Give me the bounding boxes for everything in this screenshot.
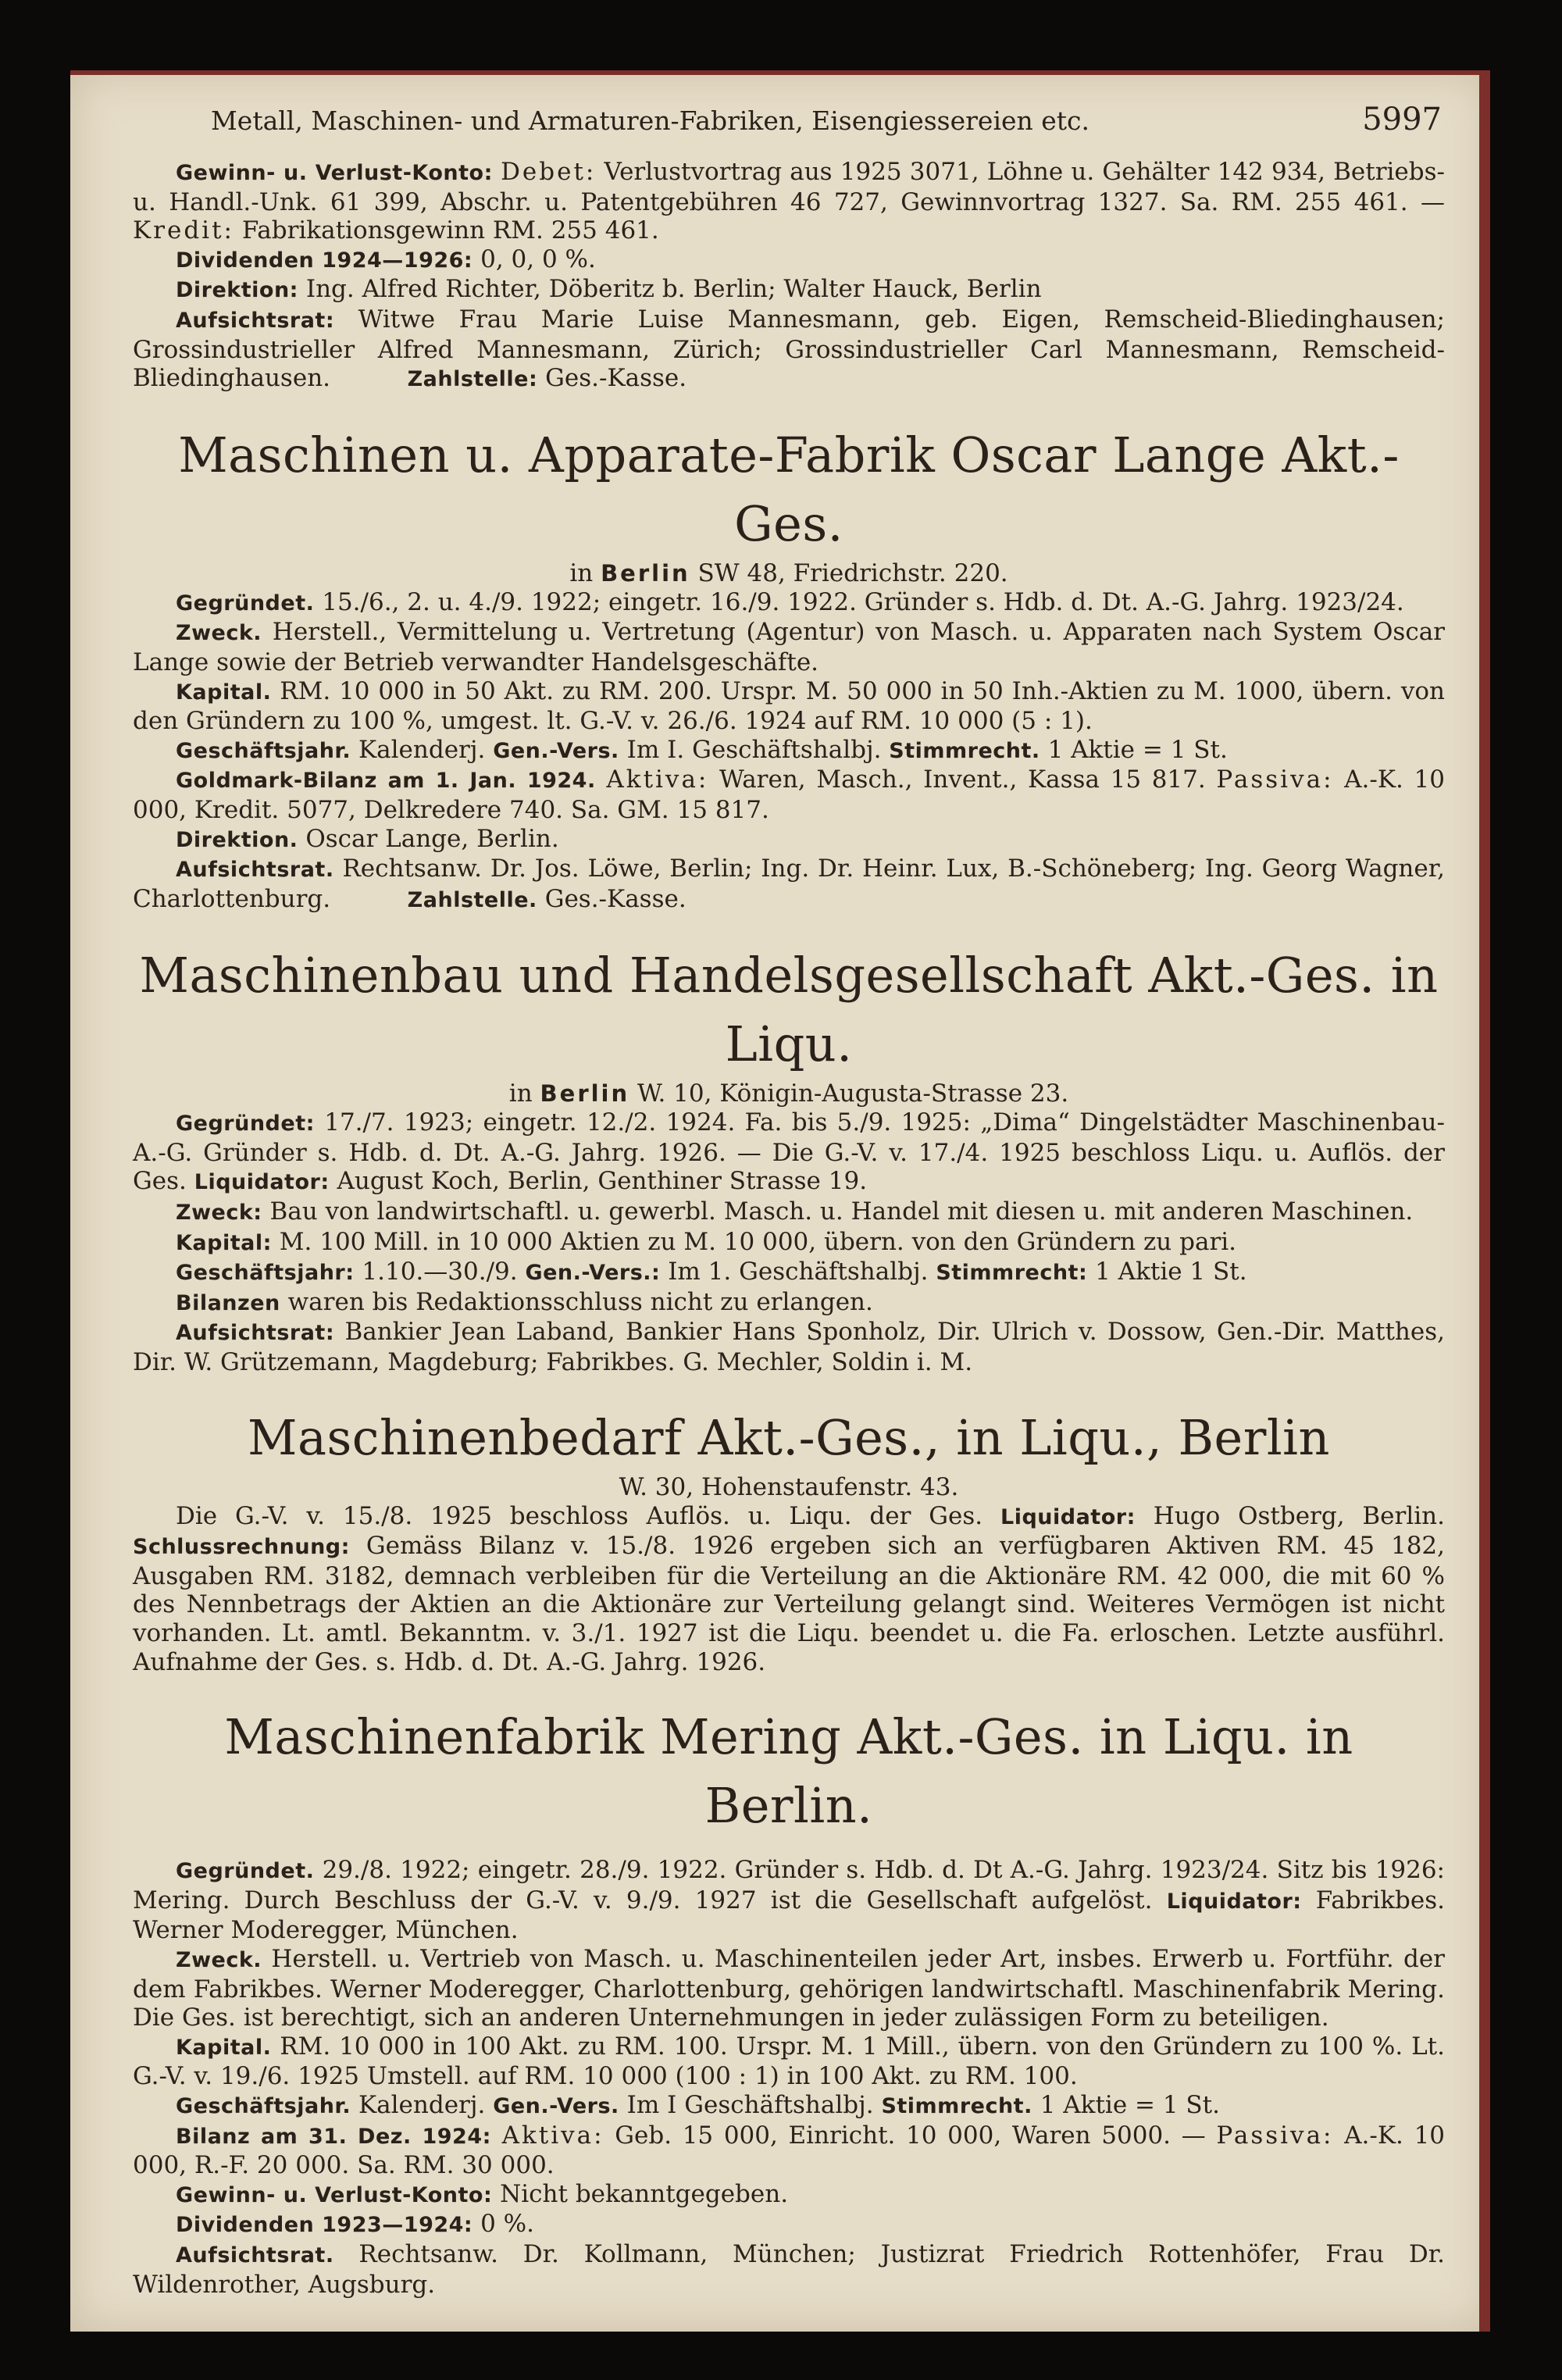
dividends-paragraph: Dividenden 1923—1924: 0 %. [176, 2210, 534, 2239]
supervisory-board-label: Aufsichtsrat: [176, 308, 335, 333]
supervisory-board-paragraph: Aufsichtsrat: Bankier Jean Laband, Bankier Hans Sponholz, Dir. Ulrich v. Dossow, Gen.-Dir. Matthes, Dir. W. Grützemann, Magdeburg; Fabrikbes. G. Mechler, Soldin i. M. [133, 1318, 1446, 1377]
company-title-bedarf: Maschinenbedarf Akt.-Ges., in Liqu., Berlin [248, 1408, 1330, 1466]
direction-paragraph: Direktion. Oscar Lange, Berlin. [176, 824, 559, 853]
debit-text: Verlustvortrag aus 1925 3071, Löhne u. Gehälter 142 934, Betriebs- u. Handl.-Unk. 61 399, Abschr. u. Patentgebühren 46 727, Gewinnvortrag 1327. Sa. RM. 255 461. — [133, 158, 1446, 216]
fiscal-year-paragraph: Geschäftsjahr. Kalenderj. Gen.-Vers. Im I. Geschäftshalbj. Stimmrecht. 1 Aktie = 1 St. [176, 735, 1228, 764]
purpose-paragraph: Zweck: Bau von landwirtschaftl. u. gewerbl. Masch. u. Handel mit diesen u. mit anderen Maschinen. [176, 1197, 1414, 1226]
liquidation-paragraph: Die G.-V. v. 15./8. 1925 beschloss Auflös. u. Liqu. der Ges. Liquidator: Hugo Ostberg, Berlin. Schlussrechnung: Gemäss Bilanz v. 15./8. 1926 ergeben sich an verfügbaren Aktiven RM. 45 182, Ausgaben RM. 3182, demnach verbleiben für die Verteilung an die Aktionäre RM. 42 000, die mit 60 % des Nennbetrags der Aktien an die Aktionäre zur Verteilung gelangt sind. Weiteres Vermögen ist nicht vorhanden. Lt. amtl. Bekanntm. v. 3./1. 1927 ist die Liqu. beendet u. die Fa. erloschen. Letzte ausführl. Aufnahme der Ges. s. Hdb. d. Dt. A.-G. Jahrg. 1926. [133, 1501, 1445, 1676]
direction-text: Ing. Alfred Richter, Döberitz b. Berlin; Walter Hauck, Berlin [305, 275, 1042, 304]
company-title-handels: Maschinenbau und Handelsgesellschaft Akt.-Ges. in Liqu. [139, 947, 1439, 1073]
founded-paragraph: Gegründet. 29./8. 1922; eingetr. 28./9. 1922. Gründer s. Hdb. d. Dt A.-G. Jahrg. 1923/24. Sitz bis 1926: Mering. Durch Beschluss der G.-V. v. 9./9. 1927 ist die Gesellschaft aufgelöst. Liquidator: Fabrikbes. Werner Moderegger, München. [133, 1856, 1445, 1945]
supervisory-board-paragraph [133, 305, 1445, 394]
company-location-bedarf: W. 30, Hohenstaufenstr. 43. [619, 1472, 959, 1501]
credit-text: Fabrikationsgewinn RM. 255 461. [241, 216, 659, 245]
dividends-paragraph [133, 245, 1445, 276]
running-header [133, 102, 1445, 145]
profit-loss-label: Gewinn- u. Verlust-Konto: [176, 161, 493, 185]
founded-paragraph: Gegründet: 17./7. 1923; eingetr. 12./2. 1924. Fa. bis 5./9. 1925: „Dima“ Dingelstädter Maschinenbau-A.-G. Gründer s. Hdb. d. Dt. A.-G. Jahrg. 1926. — Die G.-V. v. 17./4. 1925 beschloss Liqu. u. Auflös. der Ges. Liquidator: August Koch, Berlin, Genthiner Strasse 19. [133, 1108, 1445, 1196]
profit-loss-paragraph: Gewinn- u. Verlust-Konto: Nicht bekanntgegeben. [176, 2179, 789, 2208]
paying-agent-text: Ges.-Kasse. [545, 364, 687, 393]
dividends-text: 0, 0, 0 %. [480, 244, 596, 273]
balances-paragraph: Bilanzen waren bis Redaktionsschluss nicht zu erlangen. [176, 1287, 873, 1316]
page-content [133, 102, 1445, 2299]
fiscal-year-paragraph: Geschäftsjahr. Kalenderj. Gen.-Vers. Im I Geschäftshalbj. Stimmrecht. 1 Aktie = 1 St. [176, 2090, 1220, 2119]
company-title-mering: Maschinenfabrik Mering Akt.-Ges. in Liqu. in Berlin. [224, 1708, 1353, 1835]
direction-paragraph [133, 275, 1445, 305]
supervisory-board-paragraph: Aufsichtsrat. Rechtsanw. Dr. Kollmann, München; Justizrat Friedrich Rottenhöfer, Frau Dr. Wildenrother, Augsburg. [133, 2239, 1445, 2299]
city-label: Berlin [601, 559, 690, 587]
capital-paragraph: Kapital: M. 100 Mill. in 10 000 Aktien zu M. 10 000, übern. von den Gründern zu pari. [176, 1227, 1237, 1256]
supervisory-board-text: Witwe Frau Marie Luise Mannesmann, geb. Eigen, Remscheid-Bliedinghausen; Grossindustrieller Alfred Mannesmann, Zürich; Grossindustrieller Carl Mannesmann, Remscheid-Bliedinghausen. [133, 305, 1445, 393]
direction-label: Direktion: [176, 278, 298, 303]
paying-agent-label: Zahlstelle: [407, 367, 538, 392]
scanned-page [70, 70, 1490, 2332]
running-title: Metall, Maschinen- und Armaturen-Fabriken, Eisengiessereien etc. [211, 105, 1090, 136]
founded-paragraph: Gegründet. 15./6., 2. u. 4./9. 1922; eingetr. 16./9. 1922. Gründer s. Hdb. d. Dt. A.-G. Jahrg. 1923/24. [176, 587, 1404, 616]
company-location-handels: in Berlin W. 10, Königin-Augusta-Strasse 23. [508, 1079, 1069, 1108]
balance-paragraph: Goldmark-Bilanz am 1. Jan. 1924. Aktiva: Waren, Masch., Invent., Kassa 15 817. Passiva: A.-K. 10 000, Kredit. 5077, Delkredere 740. Sa. GM. 15 817. [133, 765, 1446, 824]
fiscal-year-paragraph: Geschäftsjahr: 1.10.—30./9. Gen.-Vers.: Im 1. Geschäftshalbj. Stimmrecht: 1 Aktie 1 St. [176, 1258, 1247, 1286]
supervisory-board-paragraph: Aufsichtsrat. Rechtsanw. Dr. Jos. Löwe, Berlin; Ing. Dr. Heinr. Lux, B.-Schöneberg; Ing. Georg Wagner, Charlottenburg. Zahlstelle. Ges.-Kasse. [133, 855, 1445, 913]
page-edge-top [70, 70, 1490, 75]
book-binding-edge [1479, 70, 1490, 2332]
purpose-paragraph: Zweck. Herstell., Vermittelung u. Vertretung (Agentur) von Masch. u. Apparaten nach System Oscar Lange sowie der Betrieb verwandter Handelsgeschäfte. [133, 618, 1446, 676]
dividends-label: Dividenden 1924—1926: [176, 248, 473, 273]
purpose-paragraph: Zweck. Herstell. u. Vertrieb von Masch. u. Maschinenteilen jeder Art, insbes. Erwerb u. Fortführ. der dem Fabrikbes. Werner Moderegger, Charlottenburg, gehörigen landwirtschaftl. Maschinenfabrik Mering. Die Ges. ist berechtigt, sich an anderen Unternehmungen in jeder zulässigen Form zu beteiligen. [133, 1944, 1445, 2032]
profit-loss-paragraph [133, 158, 1445, 245]
page-number: 5997 [1362, 102, 1442, 137]
capital-paragraph: Kapital. RM. 10 000 in 100 Akt. zu RM. 100. Urspr. M. 1 Mill., übern. von den Gründern zu 100 %. Lt. G.-V. v. 19./6. 1925 Umstell. auf RM. 10 000 (100 : 1) in 100 Akt. zu RM. 100. [133, 2032, 1445, 2091]
balance-paragraph: Bilanz am 31. Dez. 1924: Aktiva: Geb. 15 000, Einricht. 10 000, Waren 5000. — Passiva: A.-K. 10 000, R.-F. 20 000. Sa. RM. 30 000. [133, 2121, 1446, 2180]
city-label: Berlin [540, 1080, 630, 1108]
debit-label: Debet: [501, 158, 597, 186]
credit-label: Kredit: [133, 216, 234, 245]
company-title-lange: Maschinen u. Apparate-Fabrik Oscar Lange Akt.-Ges. [178, 426, 1400, 552]
capital-paragraph: Kapital. RM. 10 000 in 50 Akt. zu RM. 200. Urspr. M. 50 000 in 50 Inh.-Aktien zu M. 1000, übern. von den Gründern zu 100 %, umgest. lt. G.-V. v. 26./6. 1924 auf RM. 10 000 (5 : 1). [133, 676, 1445, 736]
company-location-lange: in Berlin SW 48, Friedrichstr. 220. [569, 558, 1008, 587]
